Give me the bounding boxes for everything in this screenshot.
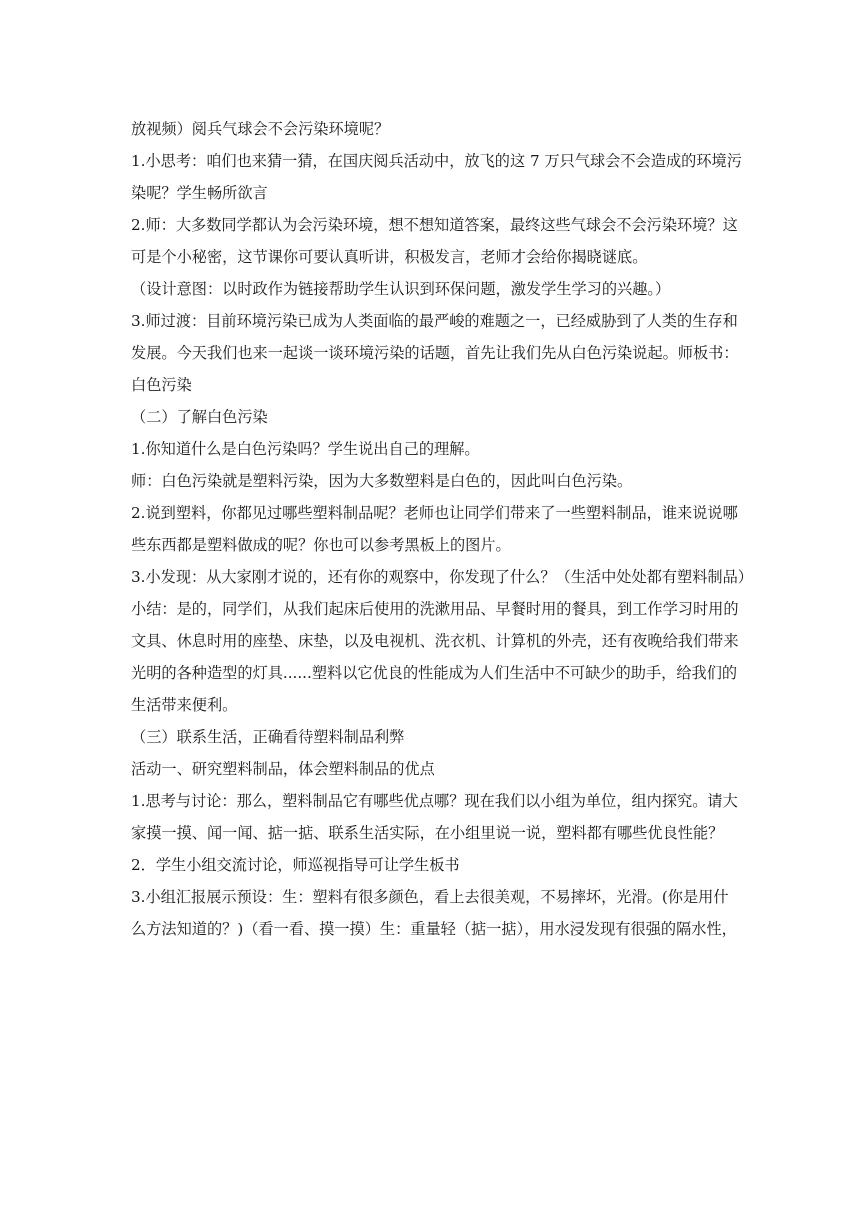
section-heading: （二）了解白色污染 (131, 408, 268, 426)
text-line: 可是个小秘密，这节课你可要认真听讲，积极发言，老师才会给你揭晓谜底。 (131, 248, 648, 266)
text-line: 小结：是的，同学们，从我们起床后使用的洗漱用品、早餐时用的餐具，到工作学习时用的 (131, 600, 739, 618)
text-line: 些东西都是塑料做成的呢？你也可以参考黑板上的图片。 (131, 536, 511, 554)
text-line: 1.思考与讨论：那么，塑料制品它有哪些优点哪？现在我们以小组为单位，组内探究。请大 (131, 792, 738, 810)
text-line: 2.师：大多数同学都认为会污染环境，想不想知道答案，最终这些气球会不会污染环境？这 (131, 216, 738, 234)
text-line: 染呢？学生畅所欲言 (131, 184, 268, 202)
text-line: 1.小思考：咱们也来猜一猜，在国庆阅兵活动中，放飞的这 7 万只气球会不会造成的环境污 (131, 152, 742, 170)
text-line: 放视频）阅兵气球会不会污染环境呢？ (131, 120, 390, 138)
text-line: 3.小发现：从大家刚才说的，还有你的观察中，你发现了什么？（生活中处处都有塑料制品） (131, 568, 753, 586)
text-line: 1.你知道什么是白色污染吗？学生说出自己的理解。 (131, 440, 480, 458)
text-line: 文具、休息时用的座垫、床垫，以及电视机、洗衣机、计算机的外壳，还有夜晚给我们带来 (131, 632, 739, 650)
text-line: 白色污染 (131, 376, 192, 394)
text-line: 3.师过渡：目前环境污染已成为人类面临的最严峻的难题之一，已经威胁到了人类的生存和 (131, 312, 738, 330)
text-line: 3.小组汇报展示预设：生：塑料有很多颜色，看上去很美观，不易摔坏，光滑。(你是用什 (131, 888, 729, 906)
text-line: 2.说到塑料，你都见过哪些塑料制品呢？老师也让同学们带来了一些塑料制品，谁来说说哪 (131, 504, 738, 522)
text-line: 活动一、研究塑料制品，体会塑料制品的优点 (131, 760, 435, 778)
document-body (131, 113, 753, 945)
text-line: 生活带来便利。 (131, 696, 238, 714)
text-line: 家摸一摸、闻一闻、掂一掂、联系生活实际，在小组里说一说，塑料都有哪些优良性能？ (131, 824, 724, 842)
text-line: 么方法知道的？)（看一看、摸一摸）生：重量轻（掂一掂），用水浸发现有很强的隔水性， (131, 920, 737, 938)
text-line: （设计意图：以时政作为链接帮助学生认识到环保问题，激发学生学习的兴趣。） (131, 280, 671, 298)
text-line: 光明的各种造型的灯具......塑料以它优良的性能成为人们生活中不可缺少的助手，给我们的 (131, 664, 738, 682)
section-heading: （三）联系生活，正确看待塑料制品利弊 (131, 728, 405, 746)
text-line: 发展。今天我们也来一起谈一谈环境污染的话题，首先让我们先从白色污染说起。师板书： (131, 344, 739, 362)
text-line: 师：白色污染就是塑料污染，因为大多数塑料是白色的，因此叫白色污染。 (131, 472, 633, 490)
text-line: 2．学生小组交流讨论，师巡视指导可让学生板书 (131, 856, 460, 874)
